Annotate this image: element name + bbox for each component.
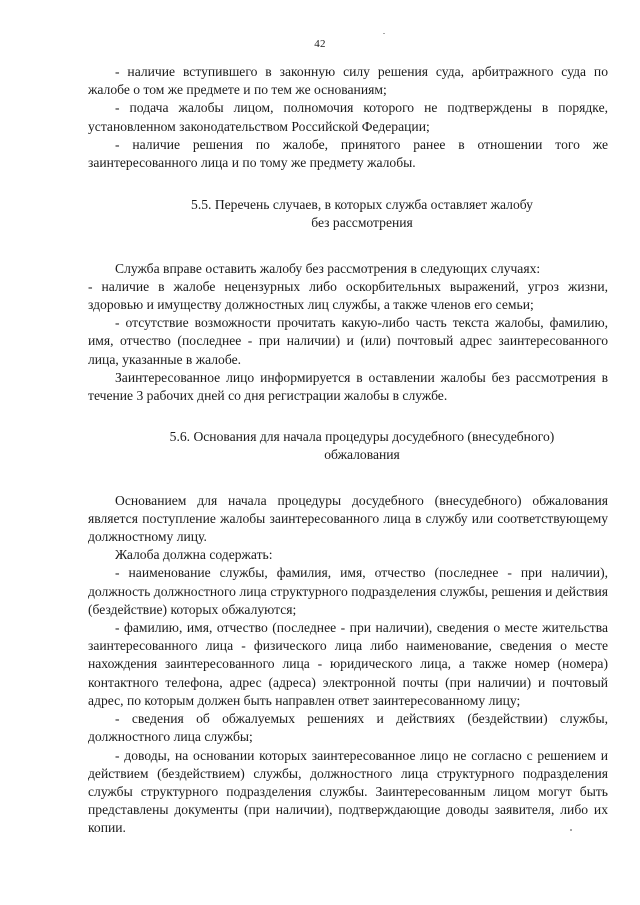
section-5-6-paragraph: - фамилию, имя, отчество (последнее - при наличии), сведения о месте жительства заинтересованного лица - физического лица либо наименование, сведения о месте нахождения заинтересованного лица - юридического лица, а также номер (номера) контактного телефона, адрес (адреса) электронной почты (при наличии) и почтовый адрес, по которым должен быть направлен ответ заинтересованному лицу; bbox=[88, 620, 608, 708]
intro-item-3: - наличие решения по жалобе, принятого ранее в отношении того же заинтересованного лица и по тому же предмету жалобы. bbox=[88, 136, 608, 171]
section-5-6-paragraph: - сведения об обжалуемых решениях и действиях (бездействии) службы, должностного лица службы; bbox=[88, 711, 608, 745]
section-5-6-paragraph: Основанием для начала процедуры досудебного (внесудебного) обжалования является поступление жалобы заинтересованного лица в службу или соответствующему должностному лицу. bbox=[88, 492, 608, 545]
section-5-5-paragraph: - наличие в жалобе нецензурных либо оскорбительных выражений, угроз жизни, здоровью и имуществу должностных лиц службы, а также членов его семьи; bbox=[88, 278, 608, 313]
section-5-6-heading-line2: обжалования bbox=[324, 447, 400, 463]
scan-speck bbox=[570, 829, 572, 831]
section-5-5-heading-line1: 5.5. Перечень случаев, в которых служба оставляет жалобу bbox=[191, 197, 533, 213]
section-5-6-heading-line1: 5.6. Основания для начала процедуры досудебного (внесудебного) bbox=[169, 429, 555, 445]
section-5-5-paragraph: Заинтересованное лицо информируется в оставлении жалобы без рассмотрения в течение 3 рабочих дней со дня регистрации жалобы в службе. bbox=[88, 369, 608, 404]
section-5-5-heading bbox=[88, 196, 608, 232]
page-number: 42 bbox=[314, 38, 326, 50]
section-5-5-paragraph: Служба вправе оставить жалобу без рассмотрения в следующих случаях: bbox=[115, 260, 541, 276]
scan-speck bbox=[383, 33, 385, 34]
intro-item-1: - наличие вступившего в законную силу решения суда, арбитражного суда по жалобе о том же предмете и по тем же основаниям; bbox=[88, 64, 608, 98]
section-5-5-heading-line2: без рассмотрения bbox=[311, 215, 413, 231]
intro-item-2: - подача жалобы лицом, полномочия которого не подтверждены в порядке, установленном законодательством Российской Федерации; bbox=[88, 100, 608, 134]
section-5-6-paragraph: - доводы, на основании которых заинтересованное лицо не согласно с решением и действием (бездействием) службы, должностного лица структурного подразделения службы структурного подразделения службы. Заинтересованным лицом могут быть представлены документы (при наличии), подтверждающие доводы заявителя, либо их копии. bbox=[88, 747, 608, 836]
section-5-5-paragraph: - отсутствие возможности прочитать какую-либо часть текста жалобы, фамилию, имя, отчество (последнее - при наличии) и (или) почтовый адрес заинтересованного лица, указанные в жалобе. bbox=[88, 315, 608, 367]
section-5-6-heading bbox=[88, 428, 608, 464]
section-5-6-paragraph: Жалоба должна содержать: bbox=[115, 547, 273, 563]
page-body bbox=[88, 63, 608, 838]
section-5-6-paragraph: - наименование службы, фамилия, имя, отчество (последнее - при наличии), должность должностного лица структурного подразделения службы, решения и действия (бездействие) которых обжалуются; bbox=[88, 565, 608, 617]
